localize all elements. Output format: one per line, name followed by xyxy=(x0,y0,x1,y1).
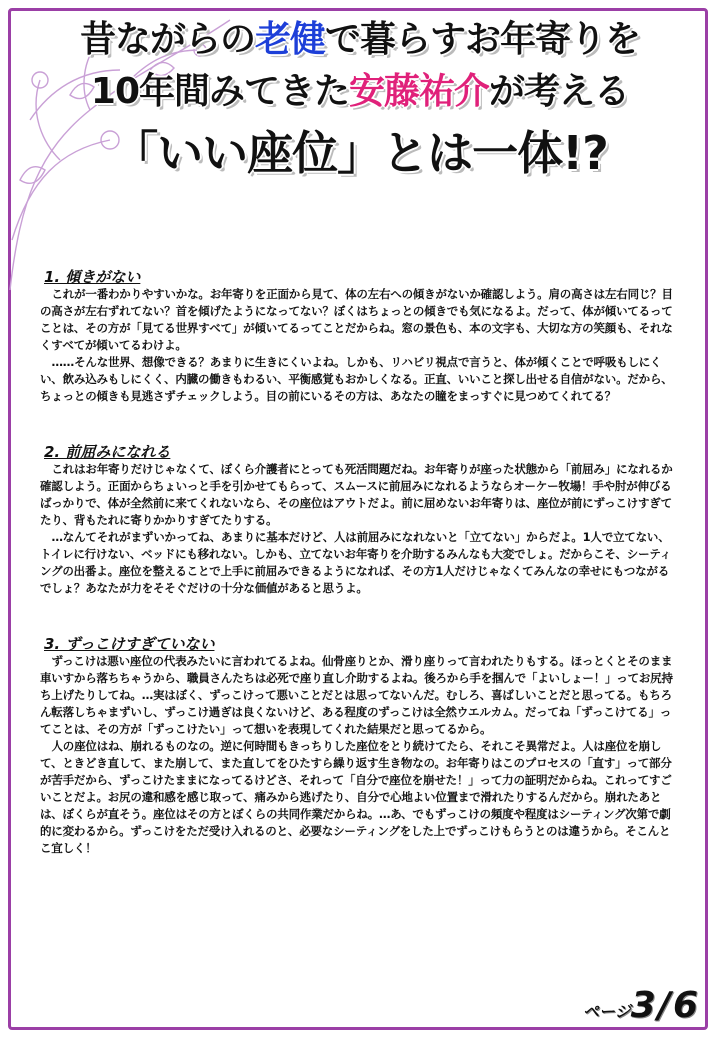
article-body xyxy=(40,268,680,895)
page-current: 3 xyxy=(630,985,656,1026)
paragraph: ……そんな世界、想像できる？あまりに生きにくいよね。しかも、リハビリ視点で言うと、体が傾くことで呼吸もしにくい、飲み込みもしにくく、内臓の働きもわるい、平衡感覚もおかしくなる。正直、いいこと探し出せる自信がない。だから、ちょっとの傾きも見逃さずチェックしよう。目の前にいるその方は、あなたの瞳をまっすぐに見つめてくれてる？ xyxy=(40,355,673,403)
title-line-2: 10年間みてきた安藤祐介が考える xyxy=(90,71,630,112)
page-total: 6 xyxy=(672,985,698,1026)
section-heading: 1. 傾きがない xyxy=(44,268,141,286)
section-tilt xyxy=(40,268,680,405)
paragraph: …なんてそれがまずいかってね、あまりに基本だけど、人は前屈みになれないと「立てない」からだよ。1人で立てない、トイレに行けない、ベッドにも移れない。しかも、立てないお年寄りを介助するみんなも大変でしょ。だからこそ、シーティングの出番よ。座位を整えることで上手に前屈みできるようになれば、その方1人だけじゃなくてみんなの幸せにもつながるでしょ？あなたが力をそそぐだけの十分な価値があると思うよ。 xyxy=(40,530,672,595)
section-heading: 2. 前屈みになれる xyxy=(44,443,171,461)
paragraph: ずっこけは悪い座位の代表みたいに言われてるよね。仙骨座りとか、滑り座りって言われたりもする。ほっとくとそのまま車いすから落ちちゃうから、職員さんたちは必死で座り直し介助するよね。後ろから手を掴んで「よいしょー！」ってお尻持ち上げたりしてね。…実はぼく、ずっこけって悪いことだとは思ってないんだ。むしろ、喜ばしいことだと思ってる。もちろん転落しちゃまずいし、ずっこけ過ぎは良くないけど、ある程度のずっこけは全然ウエルカム。だってね「ずっこけてる」ってことは、その方が「ずっこけたい」って想いを表現してくれた結果だと思ってるから。 xyxy=(40,654,673,736)
section-heading: 3. ずっこけすぎていない xyxy=(44,635,215,653)
title-line-3: 「いい座位」とは一体!? xyxy=(112,126,608,180)
page-title xyxy=(0,14,720,186)
title-highlight-author: 安藤祐介 xyxy=(349,71,490,112)
page-number xyxy=(583,985,698,1026)
page-label: ページ xyxy=(583,1002,631,1021)
paragraph: これはお年寄りだけじゃなくて、ぼくら介護者にとっても死活問題だね。お年寄りが座った状態から「前屈み」になれるか確認しよう。正面からちょいっと手を引かせてもらって、スムースに前屈みになれるようならオーケー牧場！手や肘が伸びるばっかりで、体が全然前に来てくれないなら、その座位はアウトだよ。前に屈めないお年寄りは、座位が前にずっこけすぎてたり、背もたれに寄りかかりすぎてたりする。 xyxy=(40,462,673,527)
title-highlight-roken: 老健 xyxy=(254,19,325,60)
paragraph: 人の座位はね、崩れるものなの。逆に何時間もきっちりした座位をとり続けてたら、それこそ異常だよ。人は座位を崩して、ときどき直して、また崩して、また直してをひたすら繰り返す生き物なの。お年寄りはこのプロセスの「直す」って部分が苦手だから、ずっこけたままになってるけどさ、それって「自分で座位を崩せた！」って力の証明だからね。これってすごいことだよ。お尻の違和感を感じ取って、痛みから逃げたり、自分で心地よい位置まで滑れたりするんだから。崩れたあとは、ぼくらが直そう。座位はその方とぼくらの共同作業だからね。…あ、でもずっこけの頻度や程度はシーティング次第で劇的に変わるから。ずっこけをただ受け入れるのと、必要なシーティングをした上でずっこけもらうとのは違うから。そこんとこ宜しく！ xyxy=(40,739,672,855)
paragraph: これが一番わかりやすいかな。お年寄りを正面から見て、体の左右への傾きがないか確認しよう。肩の高さは左右同じ？目の高さが左右ずれてない？首を傾げたようになってない？ぼくはちょっとの傾きでも気になるよ。だって、体が傾いてるってことは、その方が「見てる世界すべて」が傾いてるってことだからね。窓の景色も、本の文字も、大切な方の笑顔も、それなくすべてが傾いてるわけよ。 xyxy=(40,287,673,352)
section-lean-forward xyxy=(40,443,680,597)
section-slouch xyxy=(40,635,680,857)
title-line-1: 昔ながらの老健で暮らすお年寄りを xyxy=(79,19,641,60)
page-separator: / xyxy=(657,985,671,1026)
